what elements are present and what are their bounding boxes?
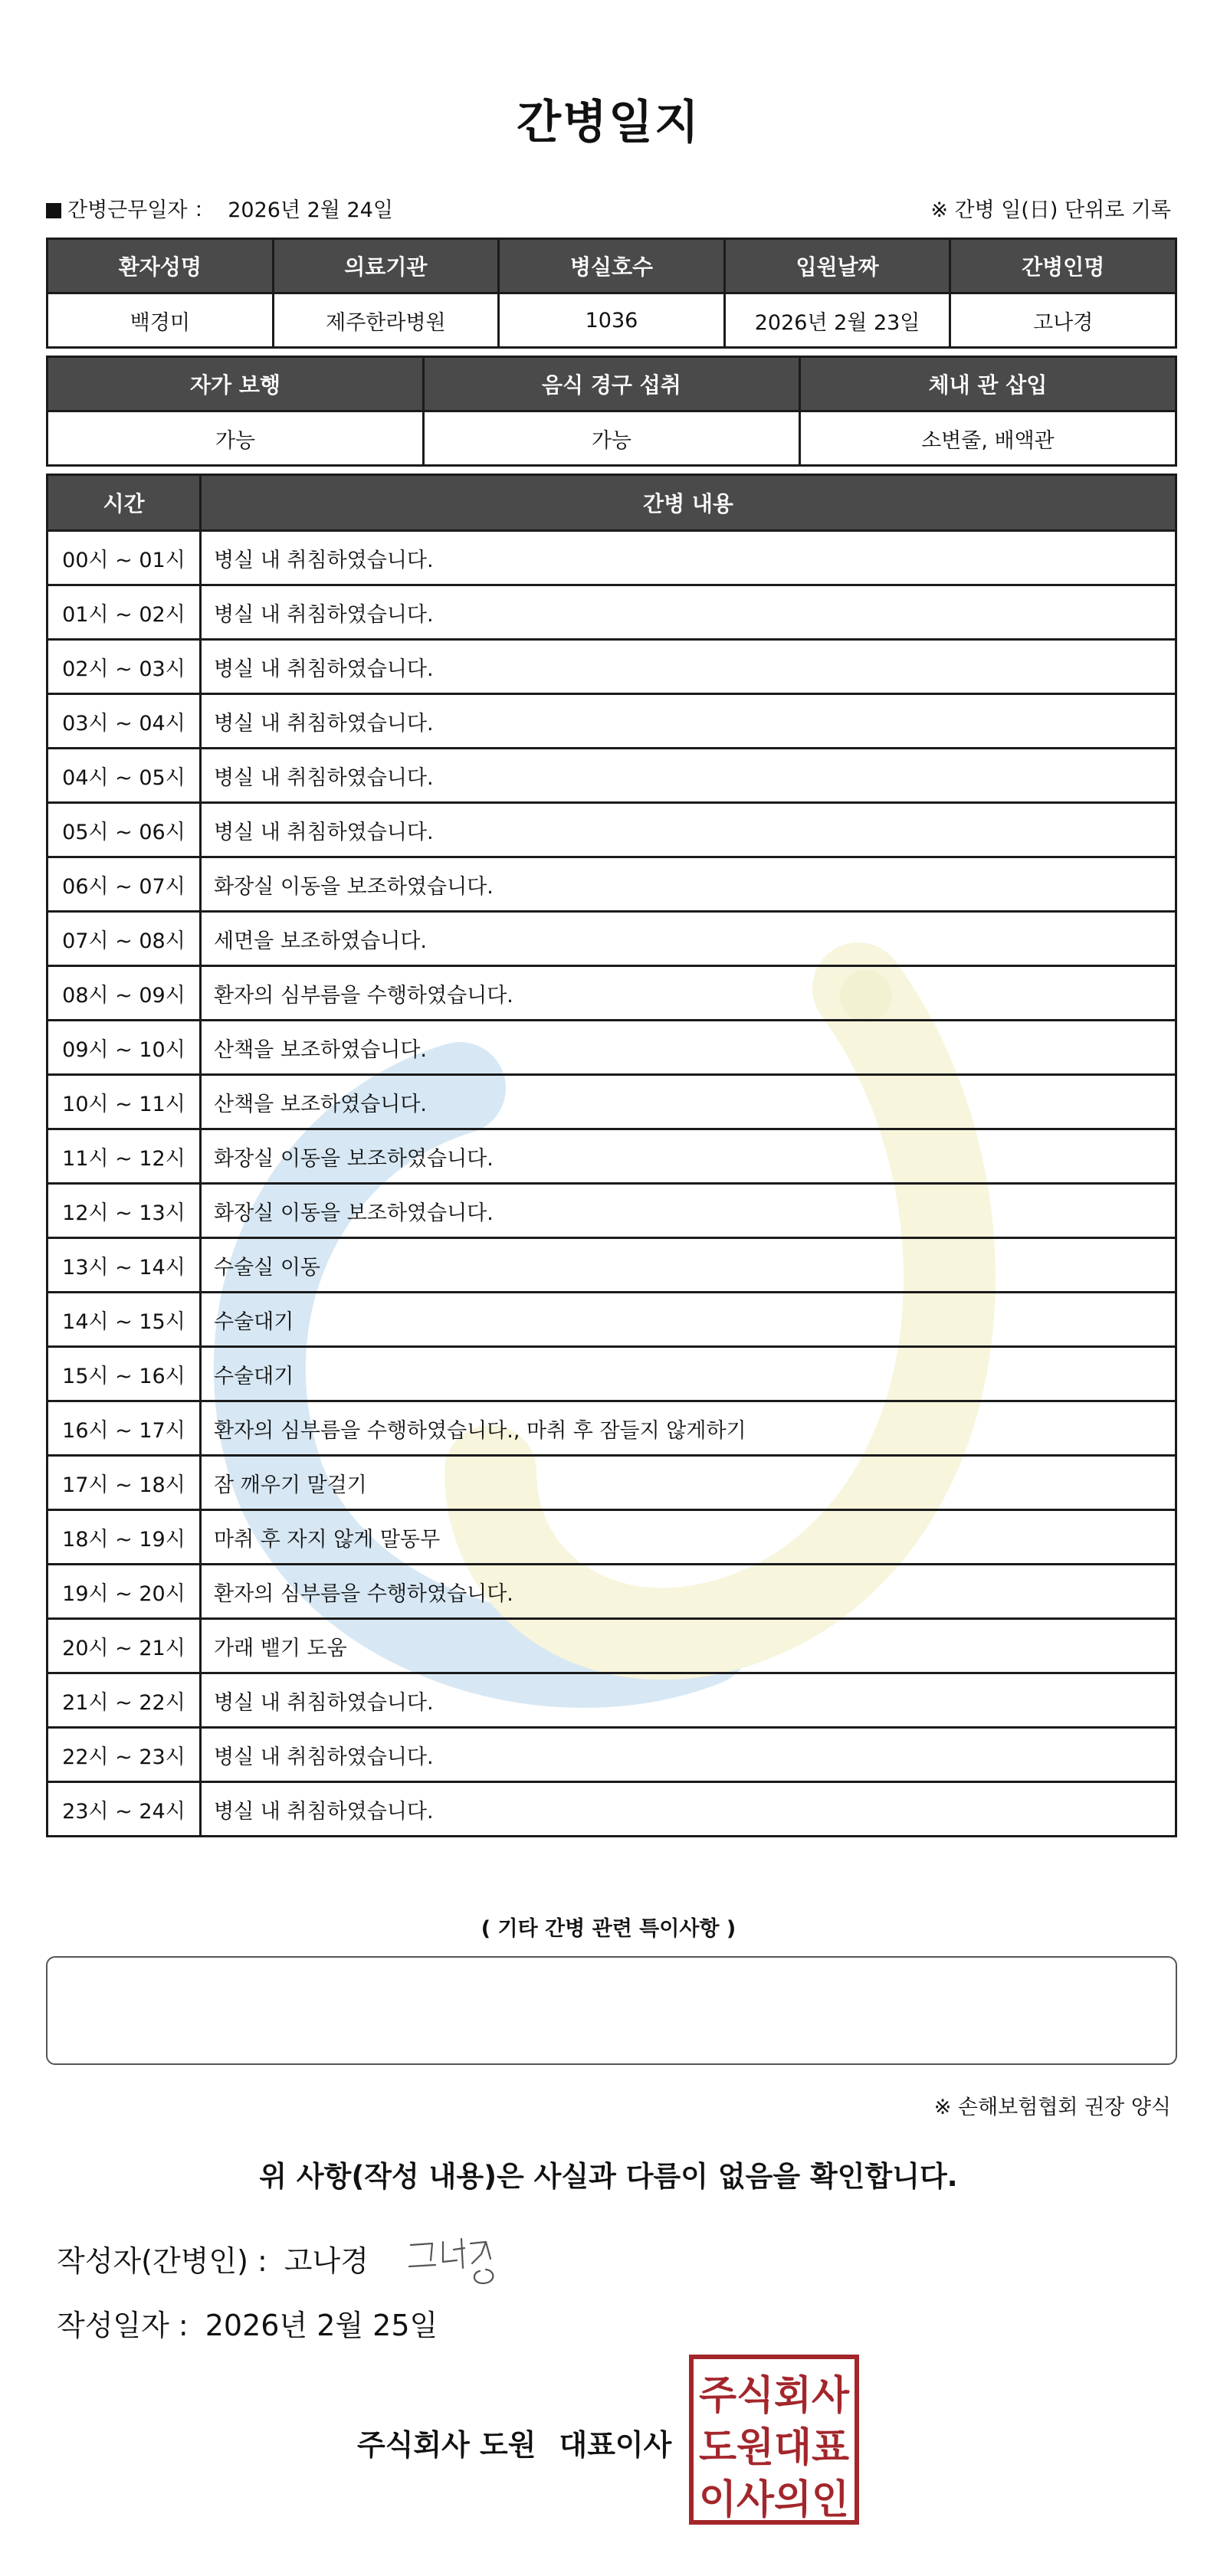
tube-insertion-cell: 소변줄, 배액관 xyxy=(799,411,1176,466)
time-cell: 17시 ~ 18시 xyxy=(48,1456,201,1510)
patient-status-table xyxy=(46,356,1177,467)
content-cell: 화장실 이동을 보조하였습니다. xyxy=(201,1184,1176,1238)
time-cell: 11시 ~ 12시 xyxy=(48,1129,201,1184)
content-cell: 마취 후 자지 않게 말동무 xyxy=(201,1510,1176,1565)
company-name: 주식회사 도원 xyxy=(357,2428,536,2462)
time-cell: 21시 ~ 22시 xyxy=(48,1673,201,1728)
content-cell: 병실 내 취침하였습니다. xyxy=(201,1728,1176,1782)
time-cell: 00시 ~ 01시 xyxy=(48,531,201,585)
content-cell: 환자의 심부름을 수행하였습니다. xyxy=(201,966,1176,1021)
time-cell: 03시 ~ 04시 xyxy=(48,694,201,749)
header-caregiver-name: 간병인명 xyxy=(950,239,1176,293)
table-row xyxy=(48,966,1176,1021)
time-cell: 23시 ~ 24시 xyxy=(48,1782,201,1837)
content-cell: 수술실 이동 xyxy=(201,1238,1176,1293)
content-cell: 가래 뱉기 도움 xyxy=(201,1619,1176,1673)
content-cell: 산책을 보조하였습니다. xyxy=(201,1021,1176,1075)
handwritten-signature-icon xyxy=(406,2228,513,2289)
confirmation-statement: 위 사항(작성 내용)은 사실과 다름이 없음을 확인합니다. xyxy=(259,2160,958,2193)
content-cell: 병실 내 취침하였습니다. xyxy=(201,531,1176,585)
room-number-cell: 1036 xyxy=(499,293,725,348)
work-date xyxy=(46,193,393,223)
writer-label: 작성자(간병인) : xyxy=(57,2244,267,2278)
content-cell: 환자의 심부름을 수행하였습니다., 마취 후 잠들지 않게하기 xyxy=(201,1401,1176,1456)
header-oral-intake: 음식 경구 섭취 xyxy=(423,357,799,411)
special-notes-box xyxy=(46,1956,1177,2065)
content-cell: 병실 내 취침하였습니다. xyxy=(201,1673,1176,1728)
representative-title: 대표이사 xyxy=(559,2428,672,2462)
writer-name: 고나경 xyxy=(284,2244,369,2278)
time-cell: 12시 ~ 13시 xyxy=(48,1184,201,1238)
table-row xyxy=(48,640,1176,694)
recommend-note: ※ 손해보험협회 권장 양식 xyxy=(933,2096,1171,2119)
time-cell: 05시 ~ 06시 xyxy=(48,803,201,857)
writing-date-value: 2026년 2월 25일 xyxy=(205,2309,438,2342)
table-row xyxy=(48,1238,1176,1293)
table-row xyxy=(48,857,1176,912)
time-cell: 13시 ~ 14시 xyxy=(48,1238,201,1293)
content-cell: 환자의 심부름을 수행하였습니다. xyxy=(201,1565,1176,1619)
content-cell: 병실 내 취침하였습니다. xyxy=(201,1782,1176,1837)
table-row xyxy=(48,803,1176,857)
table-row xyxy=(48,1619,1176,1673)
self-walking-cell: 가능 xyxy=(48,411,424,466)
time-cell: 02시 ~ 03시 xyxy=(48,640,201,694)
header-admission-date: 입원날짜 xyxy=(724,239,950,293)
content-cell: 병실 내 취침하였습니다. xyxy=(201,803,1176,857)
page-title: 간병일지 xyxy=(517,96,700,149)
writing-date-label: 작성일자 : xyxy=(57,2309,189,2342)
content-cell: 세면을 보조하였습니다. xyxy=(201,912,1176,966)
header-care-content: 간병 내용 xyxy=(201,475,1176,531)
square-bullet-icon xyxy=(46,203,61,218)
time-cell: 19시 ~ 20시 xyxy=(48,1565,201,1619)
time-cell: 10시 ~ 11시 xyxy=(48,1075,201,1129)
content-cell: 수술대기 xyxy=(201,1293,1176,1347)
admission-date-cell: 2026년 2월 23일 xyxy=(724,293,950,348)
content-cell: 병실 내 취침하였습니다. xyxy=(201,640,1176,694)
header-time: 시간 xyxy=(48,475,201,531)
unit-note: ※ 간병 일(日) 단위로 기록 xyxy=(930,198,1171,222)
header-hospital: 의료기관 xyxy=(273,239,499,293)
seal-line-1: 주식회사 xyxy=(699,2373,850,2419)
patient-name-cell: 백경미 xyxy=(48,293,274,348)
work-date-label: 간병근무일자 ： xyxy=(67,198,215,222)
table-row xyxy=(48,1728,1176,1782)
table-row xyxy=(48,531,1176,585)
time-cell: 06시 ~ 07시 xyxy=(48,857,201,912)
time-cell: 14시 ~ 15시 xyxy=(48,1293,201,1347)
table-row xyxy=(48,1347,1176,1401)
content-cell: 병실 내 취침하였습니다. xyxy=(201,749,1176,803)
time-cell: 15시 ~ 16시 xyxy=(48,1347,201,1401)
content-cell: 화장실 이동을 보조하였습니다. xyxy=(201,1129,1176,1184)
content-cell: 잠 깨우기 말걸기 xyxy=(201,1456,1176,1510)
content-cell: 화장실 이동을 보조하였습니다. xyxy=(201,857,1176,912)
time-cell: 04시 ~ 05시 xyxy=(48,749,201,803)
header-room-number: 병실호수 xyxy=(499,239,725,293)
company-line xyxy=(357,2421,671,2463)
content-cell: 산책을 보조하였습니다. xyxy=(201,1075,1176,1129)
table-row xyxy=(48,1510,1176,1565)
time-cell: 08시 ~ 09시 xyxy=(48,966,201,1021)
table-row xyxy=(48,1673,1176,1728)
content-cell: 병실 내 취침하였습니다. xyxy=(201,694,1176,749)
writing-date-line xyxy=(57,2302,438,2344)
header-self-walking: 자가 보행 xyxy=(48,357,424,411)
seal-line-3: 이사의인 xyxy=(699,2477,849,2523)
time-cell: 01시 ~ 02시 xyxy=(48,585,201,640)
seal-line-2: 도원대표 xyxy=(699,2425,849,2471)
header-patient-name: 환자성명 xyxy=(48,239,274,293)
table-row xyxy=(48,1075,1176,1129)
table-row xyxy=(48,694,1176,749)
table-row xyxy=(48,749,1176,803)
patient-info-table xyxy=(46,238,1177,349)
hospital-cell: 제주한라병원 xyxy=(273,293,499,348)
table-row xyxy=(48,1293,1176,1347)
writer-line xyxy=(57,2237,369,2279)
time-cell: 20시 ~ 21시 xyxy=(48,1619,201,1673)
time-cell: 09시 ~ 10시 xyxy=(48,1021,201,1075)
table-row xyxy=(48,1129,1176,1184)
time-cell: 16시 ~ 17시 xyxy=(48,1401,201,1456)
content-cell: 수술대기 xyxy=(201,1347,1176,1401)
caregiver-name-cell: 고나경 xyxy=(950,293,1176,348)
table-row xyxy=(48,1782,1176,1837)
time-cell: 07시 ~ 08시 xyxy=(48,912,201,966)
company-seal-icon xyxy=(688,2354,860,2525)
care-log-table xyxy=(46,474,1177,1837)
work-date-value: 2026년 2월 24일 xyxy=(228,198,393,222)
special-notes-title: ( 기타 간병 관련 특이사항 ) xyxy=(481,1917,736,1941)
table-row xyxy=(48,1021,1176,1075)
table-row xyxy=(48,1456,1176,1510)
table-row xyxy=(48,1401,1176,1456)
table-row xyxy=(48,585,1176,640)
time-cell: 18시 ~ 19시 xyxy=(48,1510,201,1565)
table-row xyxy=(48,912,1176,966)
table-row xyxy=(48,1565,1176,1619)
table-row xyxy=(48,1184,1176,1238)
oral-intake-cell: 가능 xyxy=(423,411,799,466)
header-tube-insertion: 체내 관 삽입 xyxy=(799,357,1176,411)
content-cell: 병실 내 취침하였습니다. xyxy=(201,585,1176,640)
time-cell: 22시 ~ 23시 xyxy=(48,1728,201,1782)
